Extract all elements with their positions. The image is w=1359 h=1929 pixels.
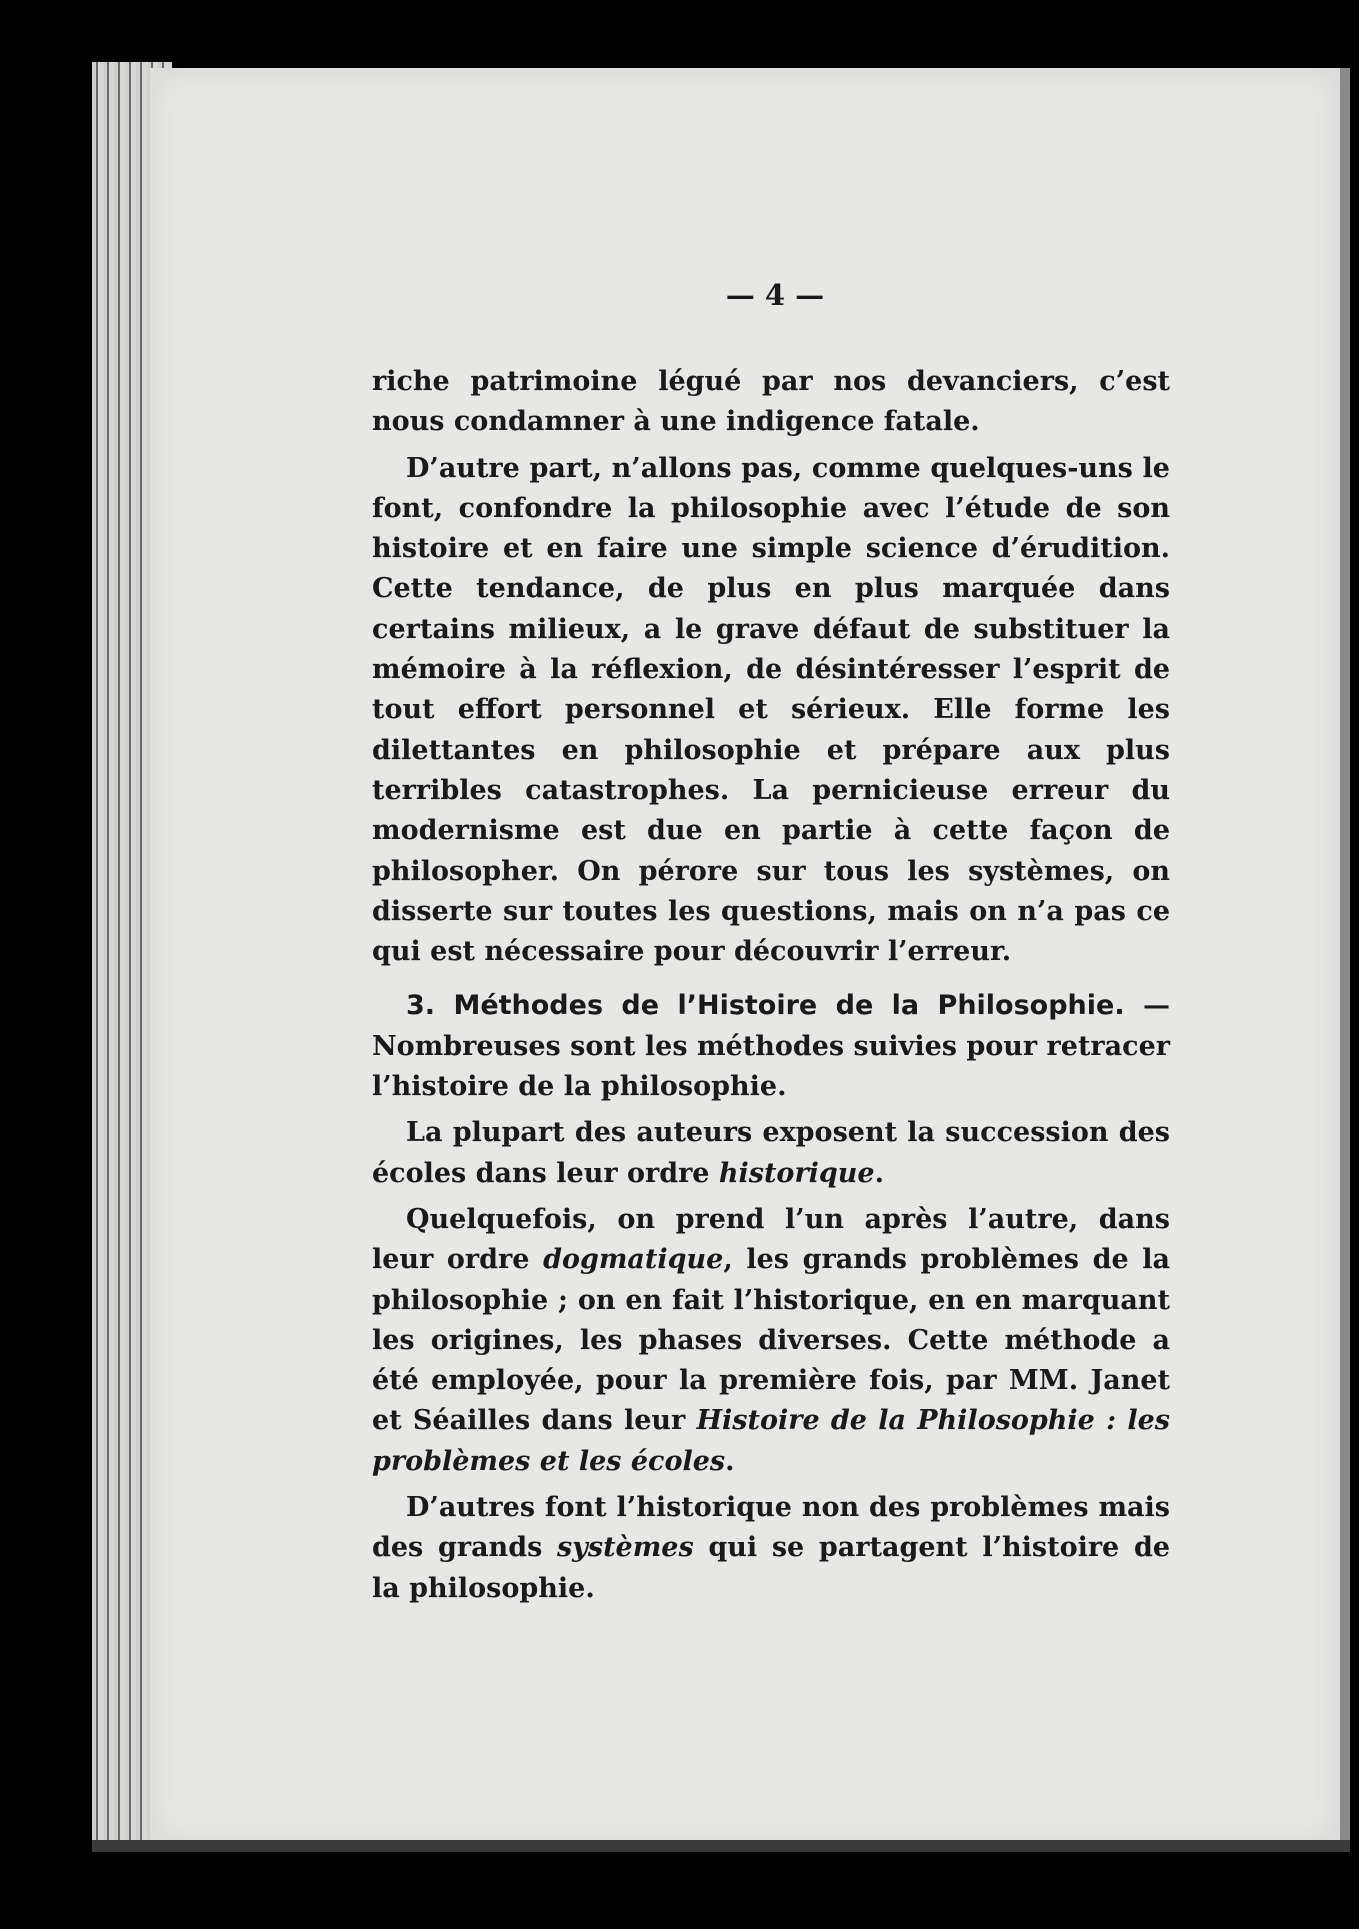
italic-run: Histoire de la Philosophie : les problèmes et les écoles [372,1405,1170,1477]
text-run: , les grands problèmes de la philosophie ; on en fait l’historique, en en marquant les origines, les phases diverses. Cette méthode a été employée, pour la première fois, par MM. Janet et Séailles dans leur [372,1244,1171,1437]
body-text [372,362,1170,1609]
section-title: Méthodes de l’Histoire de la Philosophie. [453,990,1125,1022]
text-run: qui se partagent l’histoire de la philosophie. [372,1532,1171,1604]
page-edge-right [1340,68,1350,1846]
paragraph-continuation: riche patrimoine légué par nos devanciers, c’est nous condamner à une indigence fatale. [372,366,1170,438]
section-dash: — [1143,990,1171,1022]
paragraph-quelquefois [372,1200,1170,1482]
page-edge-bottom [92,1840,1350,1852]
paragraph-autre-part: D’autre part, n’allons pas, comme quelques-uns le font, confondre la philosophie avec l’étude de son histoire et en faire une simple science d’érudition. Cette tendance, de plus en plus marquée dans certains milieux, a le grave défaut de substituer la mémoire à la réflexion, de désintéresser l’esprit de tout effort personnel et sérieux. Elle forme les dilettantes en philosophie et prépare aux plus terribles catastrophes. La pernicieuse erreur du modernisme est due en partie à cette façon de philosopher. On pérore sur tous les systèmes, on disserte sur toutes les questions, mais on n’a pas ce qui est nécessaire pour découvrir l’erreur. [372,452,1170,968]
text-run: Quelquefois, on prend l’un après l’autre, dans leur ordre [372,1203,1170,1276]
text-run: D’autres font l’historique non des problèmes mais des grands [372,1492,1170,1564]
italic-run: historique [718,1157,875,1189]
italic-run: systèmes [556,1532,694,1564]
paragraph-autres [372,1488,1170,1609]
section-text: Nombreuses sont les méthodes suivies pour retracer l’histoire de la philosophie. [372,1030,1170,1103]
text-run: La plupart des auteurs exposent la succession des écoles dans leur ordre [372,1117,1170,1189]
text-run: . [874,1157,885,1189]
paragraph-plupart [372,1113,1170,1194]
section-number: 3. [406,990,436,1022]
text-run: . [725,1445,735,1477]
italic-run: dogmatique [543,1244,724,1276]
section-paragraph [372,986,1170,1107]
page-number: — 4 — [725,278,825,312]
